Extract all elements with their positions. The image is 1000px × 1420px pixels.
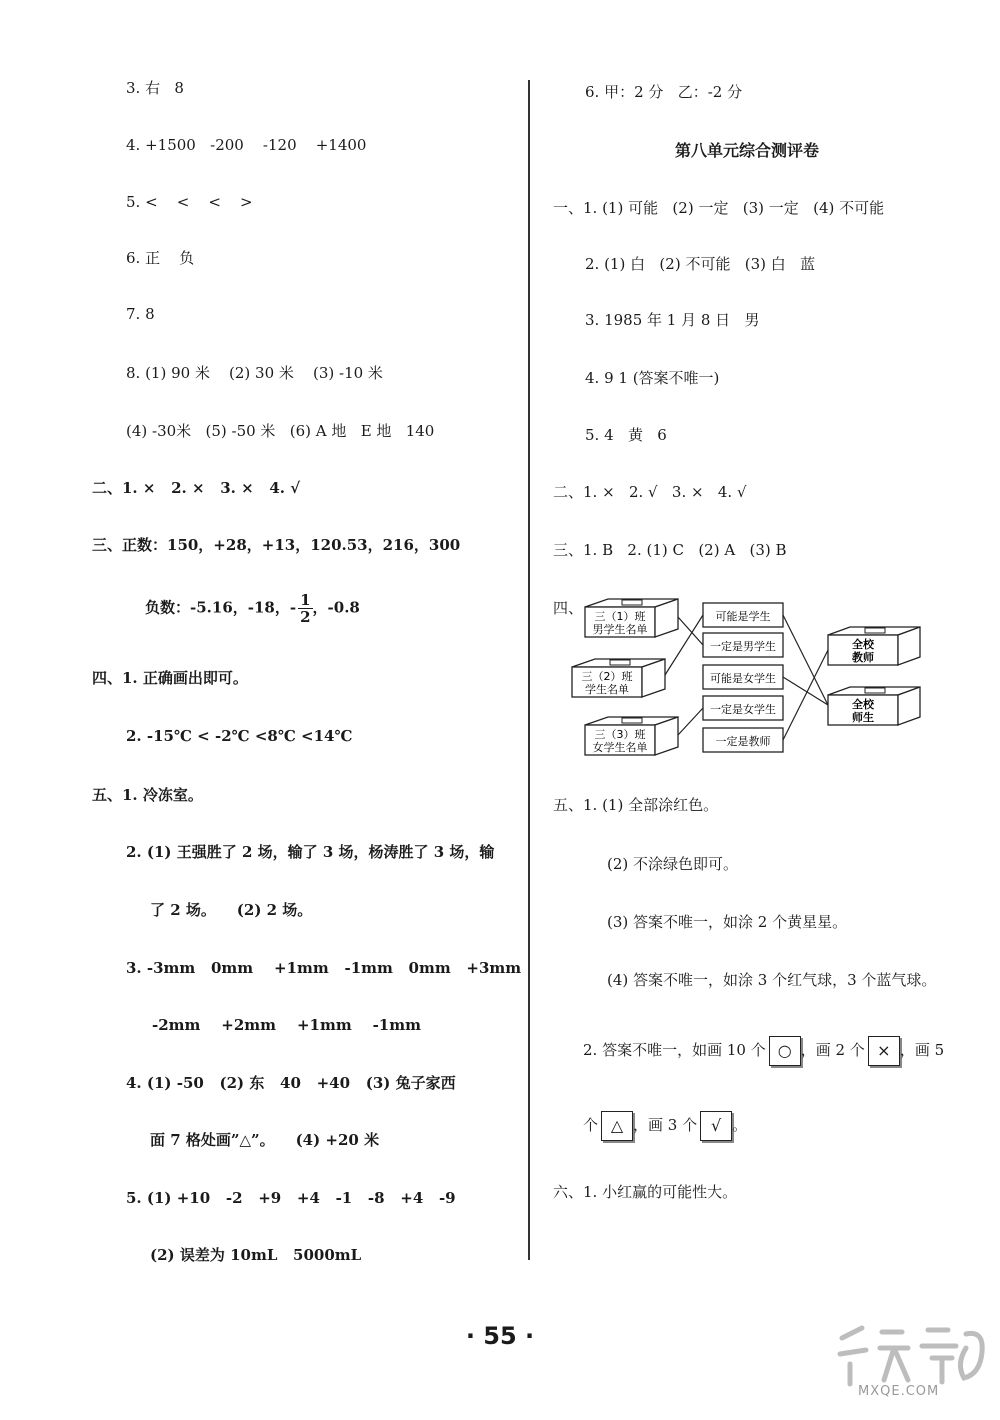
- box-label: 师生: [852, 711, 874, 724]
- box-label: 三（2）班: [581, 670, 633, 683]
- matching-diagram: [560, 595, 940, 760]
- answer-line: 了 2 场。 (2) 2 场。: [150, 901, 313, 919]
- box-class3-girls: [585, 717, 678, 755]
- answer-line: 六、1. 小红赢的可能性大。: [553, 1183, 738, 1201]
- box-class1-boys: [585, 599, 678, 637]
- answer-line-fraction: 负数：-5.16，-18，- $\frac{1}{2}$ ，-0.8: [145, 591, 360, 626]
- answer-line: 7. 8: [126, 305, 155, 323]
- statement-labels: [703, 603, 783, 752]
- answer-line: 3. 1985 年 1 月 8 日 男: [585, 311, 760, 329]
- answer-line-symbols: 个 △ ，画 3 个 √ 。: [583, 1108, 747, 1142]
- box-label: 女学生名单: [592, 741, 648, 754]
- answer-line: 3. 右 8: [126, 79, 184, 97]
- box-label: 全校: [852, 638, 874, 651]
- answer-line: 8. (1) 90 米 (2) 30 米 (3) -10 米: [126, 364, 383, 382]
- label-may-student: 可能是学生: [715, 610, 771, 623]
- label-may-girl: 可能是女学生: [710, 672, 776, 685]
- box-label: 全校: [852, 698, 874, 711]
- answer-line: 二、1. × 2. √ 3. × 4. √: [553, 483, 747, 501]
- label-must-girl: 一定是女学生: [710, 703, 776, 716]
- answer-line: 2. -15℃ < -2℃ <8℃ <14℃: [126, 727, 353, 745]
- fraction: $\frac{1}{2}$: [300, 591, 311, 626]
- label-must-teacher: 一定是教师: [715, 735, 771, 748]
- box-label: 三（3）班: [594, 728, 646, 741]
- answer-line: 四、1. 正确画出即可。: [92, 669, 248, 687]
- answer-line: (4) -30米 (5) -50 米 (6) A 地 E 地 140: [126, 422, 435, 440]
- answer-line: 三、正数：150，+28，+13，120.53，216，300: [92, 536, 461, 554]
- answer-line: 6. 甲：2 分 乙：-2 分: [585, 83, 743, 101]
- answer-line: (4) 答案不唯一，如涂 3 个红气球，3 个蓝气球。: [607, 971, 937, 989]
- label-must-boy: 一定是男学生: [710, 640, 776, 653]
- answer-line: 五、1. 冷冻室。: [92, 786, 203, 804]
- answer-line: 三、1. B 2. (1) C (2) A (3) B: [553, 541, 787, 559]
- box-label: 男学生名单: [592, 623, 648, 636]
- box-label: 教师: [852, 651, 874, 664]
- page-number: · 55 ·: [465, 1322, 535, 1350]
- box-class2-students: [572, 659, 665, 697]
- triangle-symbol-box: △: [601, 1111, 633, 1141]
- answer-line: 四、: [553, 599, 584, 617]
- answer-line: 5. (1) +10 -2 +9 +4 -1 -8 +4 -9: [126, 1189, 456, 1207]
- cross-symbol-box: ×: [868, 1036, 900, 1066]
- answer-line: (2) 不涂绿色即可。: [607, 855, 739, 873]
- answer-line: 一、1. (1) 可能 (2) 一定 (3) 一定 (4) 不可能: [553, 199, 885, 217]
- answer-line: 面 7 格处画”△”。 (4) +20 米: [150, 1131, 380, 1149]
- answer-line: 5. < < < >: [126, 193, 253, 211]
- answer-line: 二、1. × 2. × 3. × 4. √: [92, 479, 301, 497]
- answer-line: 2. (1) 王强胜了 2 场，输了 3 场，杨涛胜了 3 场，输: [126, 843, 495, 861]
- box-label: 三（1）班: [594, 610, 646, 623]
- answer-line: 4. 9 1 (答案不唯一): [585, 369, 720, 387]
- answer-line: -2mm +2mm +1mm -1mm: [152, 1016, 421, 1034]
- answer-line: 6. 正 负: [126, 249, 195, 267]
- answer-line: 2. (1) 白 (2) 不可能 (3) 白 蓝: [585, 255, 816, 273]
- answer-line: 4. +1500 -200 -120 +1400: [126, 136, 367, 154]
- circle-symbol-box: ○: [769, 1036, 801, 1066]
- answer-line: 3. -3mm 0mm +1mm -1mm 0mm +3mm: [126, 959, 522, 977]
- answer-line: 五、1. (1) 全部涂红色。: [553, 796, 719, 814]
- answer-line: 5. 4 黄 6: [585, 426, 667, 444]
- box-all-teachers-students: [828, 687, 920, 725]
- answer-line: 4. (1) -50 (2) 东 40 +40 (3) 兔子家西: [126, 1074, 456, 1092]
- box-all-teachers: [828, 627, 920, 665]
- answer-line: (2) 误差为 10mL 5000mL: [150, 1246, 362, 1264]
- check-symbol-box: √: [700, 1111, 732, 1141]
- answer-line: (3) 答案不唯一，如涂 2 个黄星星。: [607, 913, 848, 931]
- column-divider: [528, 80, 530, 1260]
- box-label: 学生名单: [585, 683, 629, 696]
- answer-line-symbols: 2. 答案不唯一，如画 10 个 ○ ，画 2 个 × ，画 5: [583, 1033, 944, 1067]
- watermark-text: MXQE.COM: [858, 1384, 940, 1399]
- section-title: 第八单元综合测评卷: [675, 141, 820, 160]
